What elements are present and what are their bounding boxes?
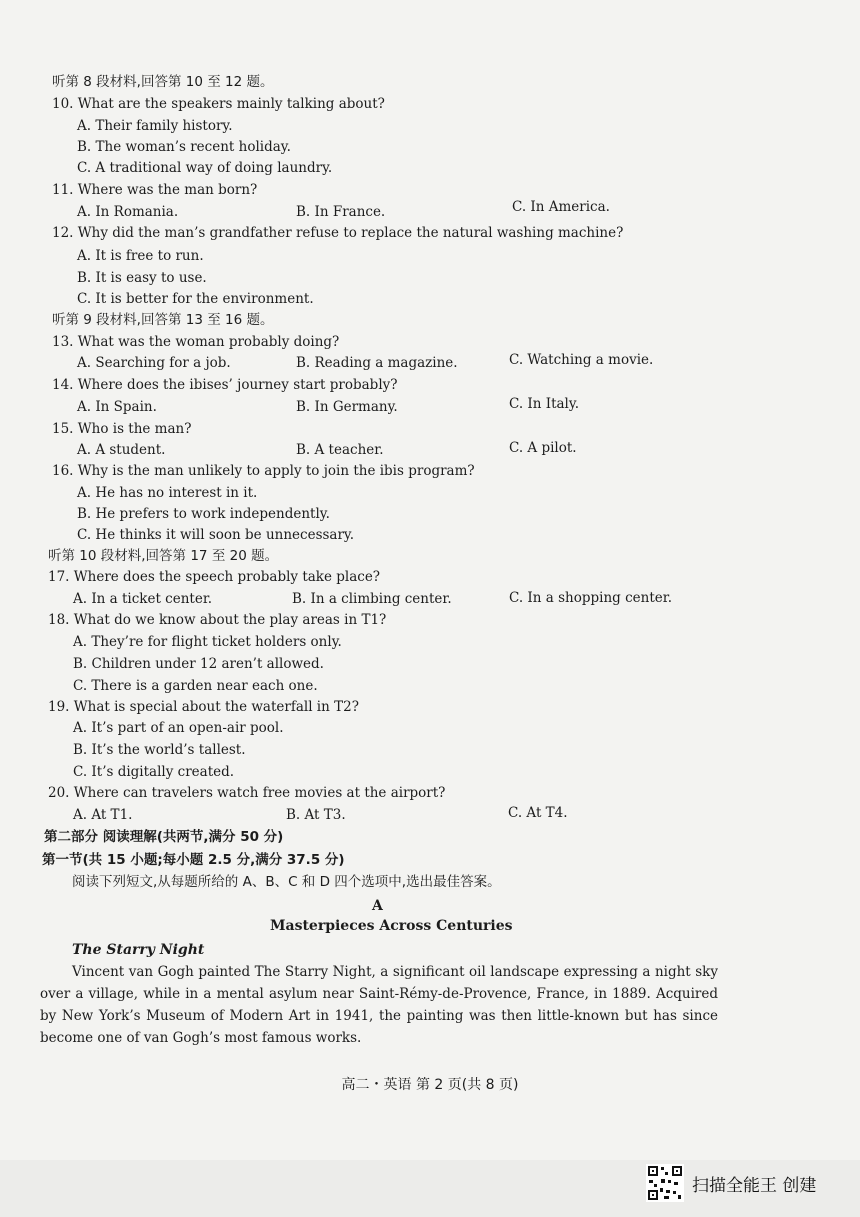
q19-option-b: B. It’s the world’s tallest. — [73, 742, 246, 758]
q10-option-b: B. The woman’s recent holiday. — [77, 139, 291, 155]
q18-option-a: A. They’re for flight ticket holders only. — [73, 634, 342, 650]
q13-option-a: A. Searching for a job. — [77, 355, 231, 371]
q17-option-a: A. In a ticket center. — [73, 591, 213, 607]
part-2-heading: 第二部分 阅读理解(共两节,满分 50 分) — [44, 829, 284, 845]
page-footer: 高二・英语 第 2 页(共 8 页) — [341, 1077, 519, 1093]
q19-option-c: C. It’s digitally created. — [73, 764, 235, 780]
question-13: 13. What was the woman probably doing? — [52, 334, 340, 350]
q16-option-c: C. He thinks it will soon be unnecessary. — [77, 527, 355, 543]
question-12: 12. Why did the man’s grandfather refuse to replace the natural washing machine? — [52, 225, 624, 241]
question-15: 15. Who is the man? — [52, 421, 192, 437]
q12-option-a: A. It is free to run. — [77, 248, 204, 264]
q11-option-a: A. In Romania. — [77, 204, 179, 220]
question-14: 14. Where does the ibises’ journey start probably? — [52, 377, 398, 393]
section-1-heading: 第一节(共 15 小题;每小题 2.5 分,满分 37.5 分) — [42, 852, 345, 868]
passage-title: Masterpieces Across Centuries — [270, 918, 513, 934]
q20-option-a: A. At T1. — [73, 807, 133, 823]
section-9-instruction: 听第 9 段材料,回答第 13 至 16 题。 — [52, 312, 274, 328]
q20-option-b: B. At T3. — [286, 807, 346, 823]
q10-option-a: A. Their family history. — [77, 118, 233, 134]
q14-option-b: B. In Germany. — [296, 399, 398, 415]
q15-option-b: B. A teacher. — [296, 442, 384, 458]
passage-paragraph: Vincent van Gogh painted The Starry Night, a significant oil landscape expressing a night sky over a village, while in a mental asylum near Saint-Rémy-de-Provence, France, in 1889. Acquired by New York’s Museum of Modern Art in 1941, the painting was then little-known but has since become one of van Gogh’s most famous works. — [40, 964, 718, 1046]
q12-option-c: C. It is better for the environment. — [77, 291, 314, 307]
question-16: 16. Why is the man unlikely to apply to join the ibis program? — [52, 463, 475, 479]
q15-option-c: C. A pilot. — [509, 440, 577, 456]
passage-subtitle: The Starry Night — [72, 942, 205, 958]
q14-option-a: A. In Spain. — [77, 399, 157, 415]
question-18: 18. What do we know about the play areas in T1? — [48, 612, 387, 628]
q16-option-b: B. He prefers to work independently. — [77, 506, 330, 522]
passage-letter: A — [372, 898, 383, 914]
q17-option-b: B. In a climbing center. — [292, 591, 452, 607]
watermark-text: 扫描全能王 创建 — [692, 1175, 817, 1196]
section-10-instruction: 听第 10 段材料,回答第 17 至 20 题。 — [48, 548, 279, 564]
q13-option-b: B. Reading a magazine. — [296, 355, 458, 371]
question-19: 19. What is special about the waterfall in T2? — [48, 699, 359, 715]
question-20: 20. Where can travelers watch free movies at the airport? — [48, 785, 446, 801]
q16-option-a: A. He has no interest in it. — [77, 485, 258, 501]
question-10: 10. What are the speakers mainly talking about? — [52, 96, 385, 112]
section-8-instruction: 听第 8 段材料,回答第 10 至 12 题。 — [52, 74, 274, 90]
q11-option-c: C. In America. — [512, 199, 610, 215]
scanner-watermark — [646, 1164, 816, 1202]
q18-option-b: B. Children under 12 aren’t allowed. — [73, 656, 324, 672]
q19-option-a: A. It’s part of an open-air pool. — [73, 720, 284, 736]
question-17: 17. Where does the speech probably take place? — [48, 569, 381, 585]
reading-instruction: 阅读下列短文,从每题所给的 A、B、C 和 D 四个选项中,选出最佳答案。 — [72, 874, 501, 890]
qr-code-icon — [646, 1164, 684, 1202]
q18-option-c: C. There is a garden near each one. — [73, 678, 318, 694]
q15-option-a: A. A student. — [77, 442, 166, 458]
question-11: 11. Where was the man born? — [52, 182, 258, 198]
q13-option-c: C. Watching a movie. — [509, 352, 654, 368]
q20-option-c: C. At T4. — [508, 805, 568, 821]
q11-option-b: B. In France. — [296, 204, 386, 220]
q12-option-b: B. It is easy to use. — [77, 270, 207, 286]
q14-option-c: C. In Italy. — [509, 396, 579, 412]
q17-option-c: C. In a shopping center. — [509, 590, 672, 606]
q10-option-c: C. A traditional way of doing laundry. — [77, 160, 333, 176]
